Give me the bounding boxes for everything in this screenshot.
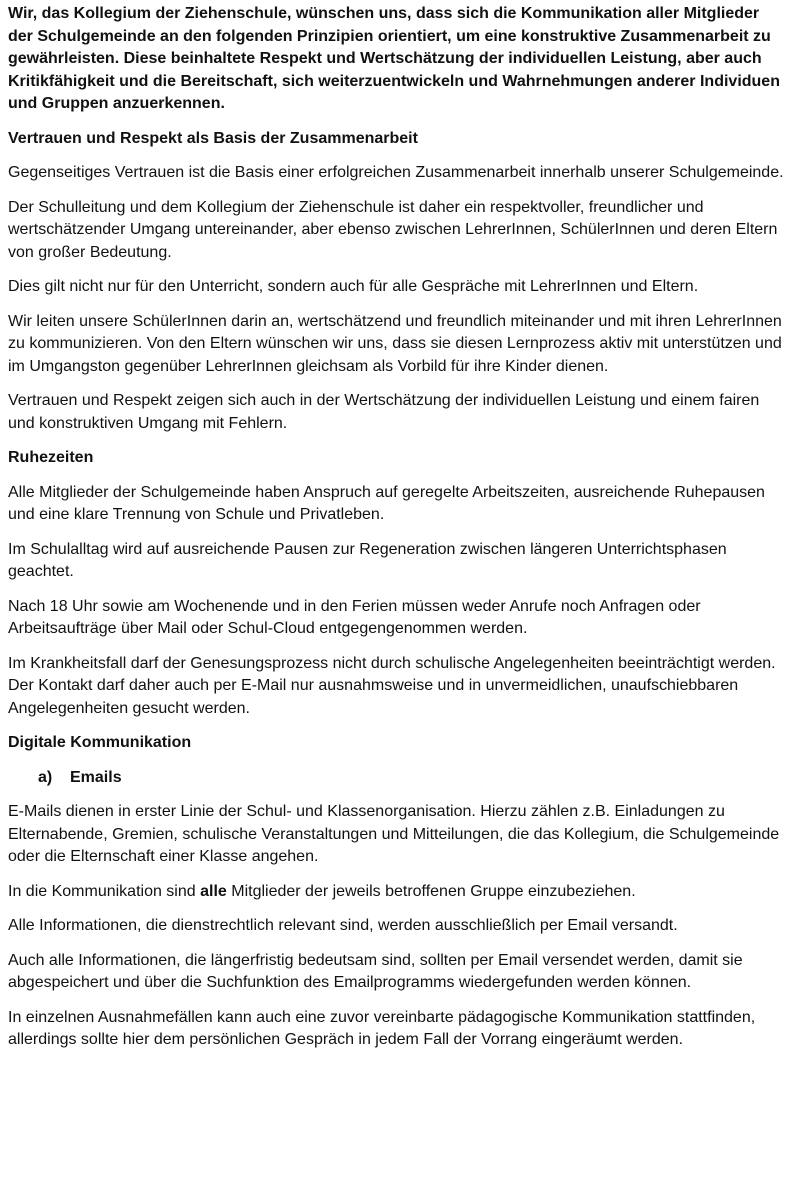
paragraph: E-Mails dienen in erster Linie der Schul- und Klassenorganisation. Hierzu zählen z.B. Einladungen zu Elternabende, Gremien, schulische Veranstaltungen und Mitteilungen, die das Kollegium, die Schulgemeinde oder die Elternschaft einer Klasse angehen. — [8, 803, 780, 865]
paragraph: Vertrauen und Respekt zeigen sich auch in der Wertschätzung der individuellen Leistung und einem fairen und konstruktiven Umgang mit Fehlern. — [8, 392, 760, 432]
paragraph: Im Schulalltag wird auf ausreichende Pausen zur Regeneration zwischen längeren Unterrichtsphasen geachtet. — [8, 540, 727, 580]
paragraph: Alle Informationen, die dienstrechtlich relevant sind, werden ausschließlich per Email versandt. — [8, 917, 678, 934]
paragraph-text: Mitglieder der jeweils betroffenen Gruppe einzubeziehen. — [226, 882, 636, 900]
document-page — [0, 3, 795, 1192]
section-heading: Vertrauen und Respekt als Basis der Zusammenarbeit — [8, 129, 418, 147]
section-vertrauen — [8, 128, 785, 436]
section-heading: Ruhezeiten — [8, 449, 94, 466]
paragraph: Nach 18 Uhr sowie am Wochenende und in den Ferien müssen weder Anrufe noch Anfragen oder Arbeitsaufträge über Mail oder Schul-Cloud entgegengenommen werden. — [8, 597, 701, 637]
paragraph: Alle Mitglieder der Schulgemeinde haben Anspruch auf geregelte Arbeitszeiten, ausreichende Ruhepausen und eine klare Trennung von Schule und Privatleben. — [8, 483, 765, 523]
intro-paragraph: Wir, das Kollegium der Ziehenschule, wünschen uns, dass sich die Kommunikation aller Mitglieder der Schulgemeinde an den folgenden Prinzipien orientiert, um eine konstruktive Zusammenarbeit zu gewährleisten. Diese beinhaltete Respekt und Wertschätzung der individuellen Leistung, aber auch Kritikfähigkeit und die Bereitschaft, sich weiterzuentwickeln und Wahrnehmungen anderer Individuen und Gruppen anzuerkennen. — [8, 5, 780, 112]
paragraph: Im Krankheitsfall darf der Genesungsprozess nicht durch schulische Angelegenheiten beeinträchtigt werden. Der Kontakt darf daher auch per E-Mail nur ausnahmsweise und in unvermeidlichen, unaufschiebbaren Angelegenheiten gesucht werden. — [8, 654, 776, 717]
paragraph: Wir leiten unsere SchülerInnen darin an, wertschätzend und freundlich miteinander und mit ihren LehrerInnen zu kommunizieren. Von den Eltern wünschen wir uns, dass sie diesen Lernprozess aktiv mit unterstützen und im Umgangston gegenüber LehrerInnen gleichsam als Vorbild für ihre Kinder dienen. — [8, 312, 782, 375]
paragraph: In einzelnen Ausnahmefällen kann auch eine zuvor vereinbarte pädagogische Kommunikation stattfinden, allerdings sollte hier dem persönlichen Gespräch in jedem Fall der Vorrang eingeräumt werden. — [8, 1008, 756, 1048]
paragraph — [8, 881, 785, 904]
emphasis-text: alle — [200, 882, 227, 900]
paragraph-text: In die Kommunikation sind — [8, 882, 201, 900]
paragraph: Dies gilt nicht nur für den Unterricht, sondern auch für alle Gespräche mit LehrerInnen und Eltern. — [8, 278, 699, 295]
sub-heading-emails — [8, 767, 785, 790]
paragraph: Der Schulleitung und dem Kollegium der Ziehenschule ist daher ein respektvoller, freundlicher und wertschätzender Umgang untereinander, aber ebenso zwischen LehrerInnen, SchülerInnen und deren Eltern von großer Bedeutung. — [8, 198, 778, 261]
sub-heading-letter: a) — [38, 768, 53, 786]
paragraph: Gegenseitiges Vertrauen ist die Basis einer erfolgreichen Zusammenarbeit innerhalb unserer Schulgemeinde. — [8, 164, 784, 181]
section-digitale-kommunikation — [8, 732, 785, 1052]
paragraph: Auch alle Informationen, die längerfristig bedeutsam sind, sollten per Email versendet werden, damit sie abgespeichert und über die Suchfunktion des Emailprogramms wiedergefunden werden können. — [8, 951, 743, 991]
section-heading: Digitale Kommunikation — [8, 734, 192, 751]
section-ruhezeiten — [8, 447, 785, 720]
sub-heading-label: Emails — [70, 768, 122, 786]
